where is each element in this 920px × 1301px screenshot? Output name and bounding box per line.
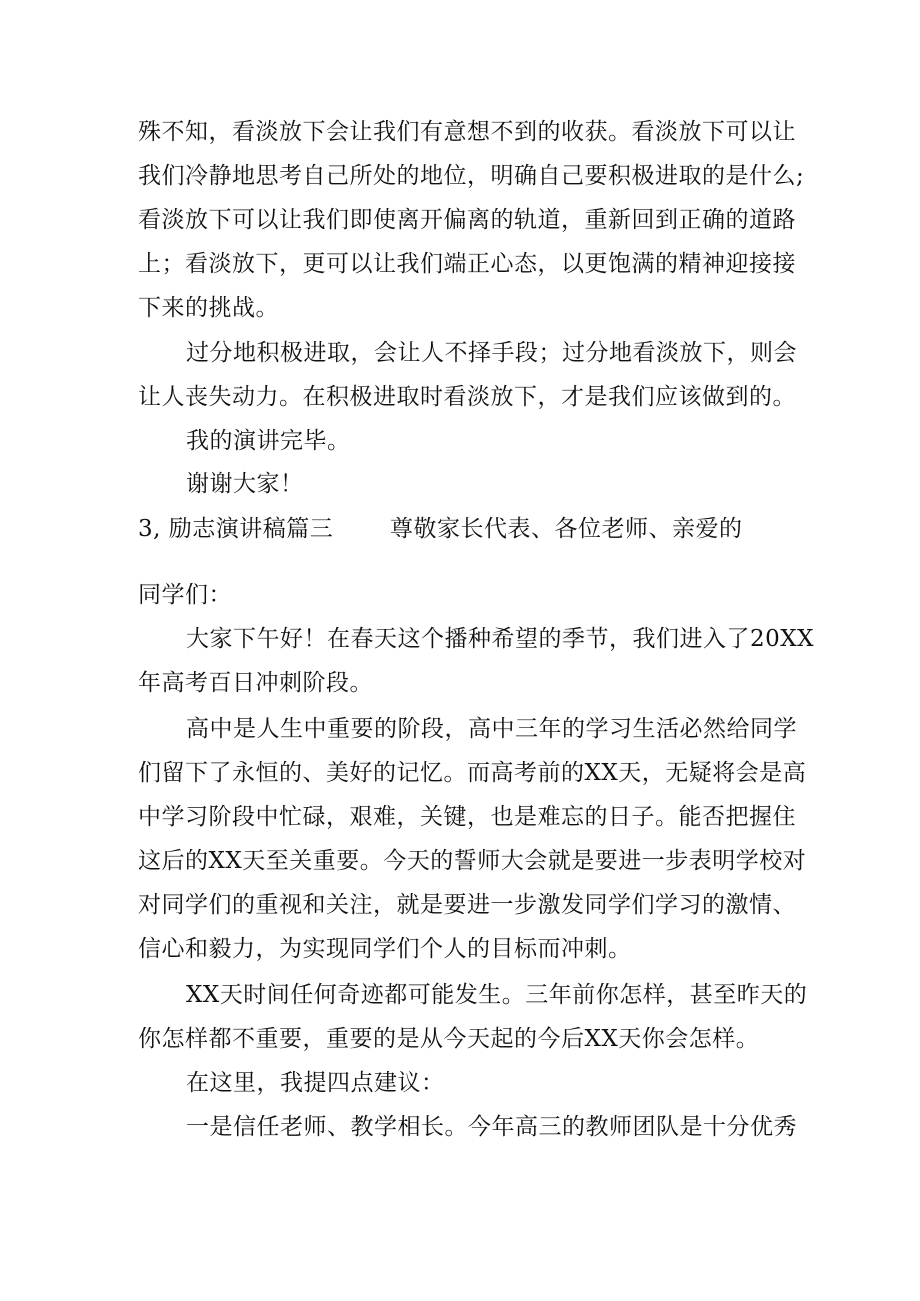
salutation: 尊敬家长代表、各位老师、亲爱的 bbox=[390, 516, 743, 542]
paragraph-line: 让人丧失动力。在积极进取时看淡放下，才是我们应该做到的。 bbox=[138, 384, 796, 410]
paragraph-line: 你怎样都不重要，重要的是从今天起的今后XX天你会怎样。 bbox=[138, 1026, 760, 1052]
closing-line: 我的演讲完毕。 bbox=[186, 428, 351, 454]
paragraph-line: XX天时间任何奇迹都可能发生。三年前你怎样，甚至昨天的 bbox=[186, 982, 808, 1008]
paragraph-line: 信心和毅力，为实现同学们个人的目标而冲刺。 bbox=[138, 936, 632, 962]
thanks-line: 谢谢大家！ bbox=[186, 471, 304, 497]
paragraph-line: 在这里，我提四点建议： bbox=[186, 1070, 445, 1096]
section-heading: 3, 励志演讲稿篇三 bbox=[138, 516, 334, 542]
paragraph-line: 年高考百日冲刺阶段。 bbox=[138, 670, 373, 696]
paragraph-line: 这后的XX天至关重要。今天的誓师大会就是要进一步表明学校对 bbox=[138, 848, 807, 874]
salutation-continuation: 同学们： bbox=[138, 582, 232, 608]
paragraph-line: 殊不知，看淡放下会让我们有意想不到的收获。看淡放下可以让 bbox=[138, 119, 796, 145]
paragraph-line: 们留下了永恒的、美好的记忆。而高考前的XX天，无疑将会是高 bbox=[138, 760, 807, 786]
paragraph-line: 上；看淡放下，更可以让我们端正心态，以更饱满的精神迎接接 bbox=[138, 251, 796, 277]
paragraph-line: 对同学们的重视和关注，就是要进一步激发同学们学习的激情、 bbox=[138, 892, 796, 918]
paragraph-line: 高中是人生中重要的阶段，高中三年的学习生活必然给同学 bbox=[186, 716, 797, 742]
paragraph-line: 下来的挑战。 bbox=[138, 295, 279, 321]
paragraph-line: 大家下午好！在春天这个播种希望的季节，我们进入了20XX bbox=[186, 626, 815, 652]
paragraph-line: 我们冷静地思考自己所处的地位，明确自己要积极进取的是什么; bbox=[138, 163, 805, 189]
paragraph-line: 过分地积极进取，会让人不择手段；过分地看淡放下，则会 bbox=[186, 340, 797, 366]
paragraph-line: 一是信任老师、教学相长。今年高三的教师团队是十分优秀 bbox=[186, 1114, 797, 1140]
paragraph-line: 看淡放下可以让我们即使离开偏离的轨道，重新回到正确的道路 bbox=[138, 207, 796, 233]
paragraph-line: 中学习阶段中忙碌，艰难，关键，也是难忘的日子。能否把握住 bbox=[138, 804, 796, 830]
